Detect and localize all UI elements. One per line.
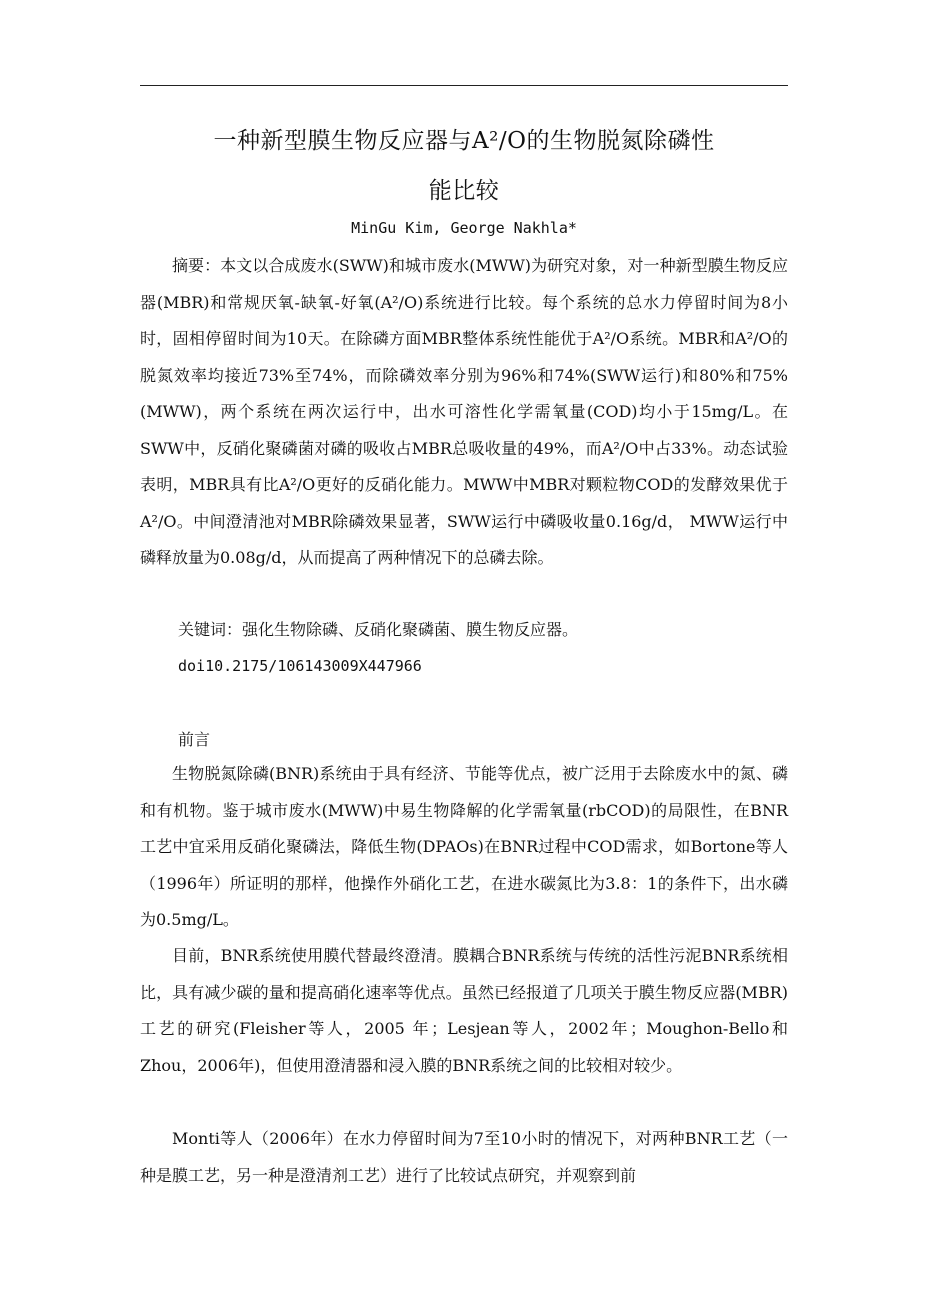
document-page [140,0,788,1309]
paper-title-line-2: 能比较 [428,178,500,204]
intro-paragraph-2: 目前，BNR系统使用膜代替最终澄清。膜耦合BNR系统与传统的活性污泥BNR系统相比，具有减少碳的量和提高硝化速率等优点。虽然已经报道了几项关于膜生物反应器(MBR)工艺的研究(Fleisher等人，2005 年；Lesjean等人，2002年；Moughon-Bello和Zhou，2006年)，但使用澄清器和浸入膜的BNR系统之间的比较相对较少。 [140,946,788,1075]
paper-title-line-1: 一种新型膜生物反应器与A²/O的生物脱氮除磷性 [213,128,715,154]
abstract-paragraph: 摘要：本文以合成废水(SWW)和城市废水(MWW)为研究对象，对一种新型膜生物反应器(MBR)和常规厌氧-缺氧-好氧(A²/O)系统进行比较。每个系统的总水力停留时间为8小时，固相停留时间为10天。在除磷方面MBR整体系统性能优于A²/O系统。MBR和A²/O的脱氮效率均接近73%至74%，而除磷效率分别为96%和74%(SWW运行)和80%和75%(MWW)，两个系统在两次运行中，出水可溶性化学需氧量(COD)均小于15mg/L。在SWW中，反硝化聚磷菌对磷的吸收占MBR总吸收量的49%，而A²/O中占33%。动态试验表明，MBR具有比A²/O更好的反硝化能力。MWW中MBR对颗粒物COD的发酵效果优于A²/O。中间澄清池对MBR除磷效果显著，SWW运行中磷吸收量0.16g/d， MWW运行中磷释放量为0.08g/d，从而提高了两种情况下的总磷去除。 [140,256,788,567]
intro-paragraph-1: 生物脱氮除磷(BNR)系统由于具有经济、节能等优点，被广泛用于去除废水中的氮、磷和有机物。鉴于城市废水(MWW)中易生物降解的化学需氧量(rbCOD)的局限性，在BNR工艺中宜采用反硝化聚磷法，降低生物(DPAOs)在BNR过程中COD需求，如Bortone等人（1996年）所证明的那样，他操作外硝化工艺，在进水碳氮比为3.8：1的条件下，出水磷为0.5mg/L。 [140,764,788,929]
intro-paragraph-3: Monti等人（2006年）在水力停留时间为7至10小时的情况下，对两种BNR工艺（一种是膜工艺，另一种是澄清剂工艺）进行了比较试点研究，并观察到前 [140,1129,788,1185]
paper-title [140,116,788,216]
paper-authors: MinGu Kim, George Nakhla* [351,219,577,237]
section-heading: 前言 [178,730,211,749]
keywords-line: 关键词：强化生物除磷、反硝化聚磷菌、膜生物反应器。 [178,620,579,639]
header-rule [140,85,788,86]
doi-line: doi10.2175/106143009X447966 [178,657,422,675]
